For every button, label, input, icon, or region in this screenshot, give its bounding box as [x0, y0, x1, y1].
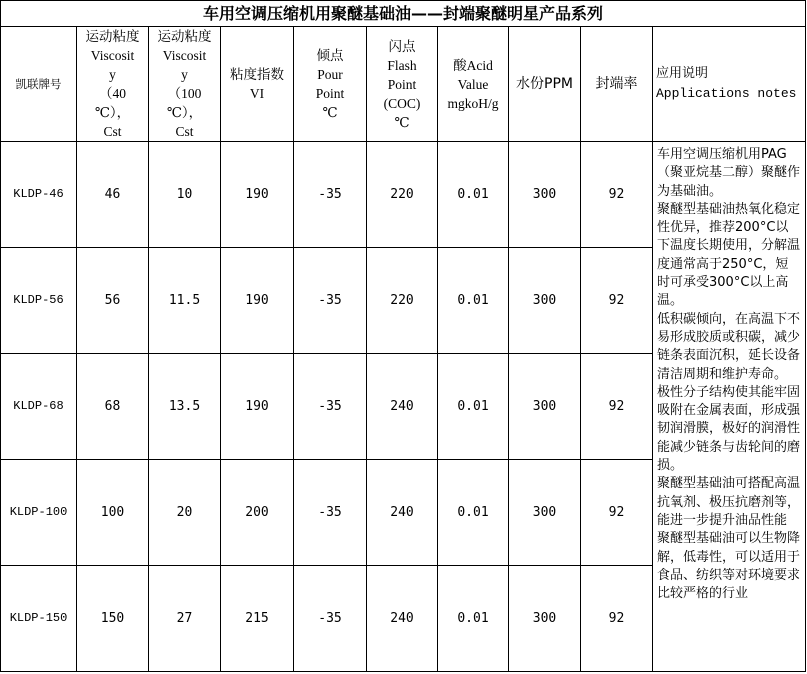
cell-pour: -35	[294, 354, 367, 460]
note-paragraph: 聚醚型基础油可搭配高温抗氧剂、极压抗磨剂等，能进一步提升油品性能	[657, 476, 801, 528]
note-paragraph: 聚醚型基础油热氧化稳定性优异，推荐200°C以下温度长期使用，分解温度通常高于250°C，短时可承受300°C以上高温。	[657, 201, 801, 309]
cell-capping: 92	[581, 248, 653, 354]
cell-kv40: 150	[77, 566, 149, 672]
cell-pour: -35	[294, 566, 367, 672]
cell-vi: 190	[221, 354, 294, 460]
cell-vi: 200	[221, 460, 294, 566]
cell-brand: KLDP-150	[1, 566, 77, 672]
header-kv40	[77, 27, 149, 142]
cell-water: 300	[509, 566, 581, 672]
cell-water: 300	[509, 248, 581, 354]
header-acid-text: 酸Acid Value mgkoH/g	[447, 57, 499, 111]
table-row	[1, 142, 806, 248]
cell-pour: -35	[294, 248, 367, 354]
cell-kv100: 13.5	[149, 354, 221, 460]
cell-flash: 240	[367, 354, 438, 460]
header-acid	[438, 27, 509, 142]
application-notes	[653, 142, 806, 672]
header-vi-text: 粘度指数 VI	[230, 67, 284, 101]
note-paragraph: 聚醚型基础油可以生物降解，低毒性，可以适用于食品、纺织等对环境要求比较严格的行业	[657, 531, 801, 602]
cell-brand: KLDP-56	[1, 248, 77, 354]
header-capping: 封端率	[581, 27, 653, 142]
header-vi	[221, 27, 294, 142]
cell-kv40: 100	[77, 460, 149, 566]
cell-capping: 92	[581, 460, 653, 566]
header-notes-cn: 应用说明	[656, 66, 709, 81]
cell-flash: 240	[367, 566, 438, 672]
header-pour	[294, 27, 367, 142]
cell-acid: 0.01	[438, 248, 509, 354]
cell-acid: 0.01	[438, 566, 509, 672]
cell-kv100: 27	[149, 566, 221, 672]
cell-flash: 220	[367, 142, 438, 248]
header-notes-en: Applications notes	[656, 86, 797, 101]
cell-flash: 220	[367, 248, 438, 354]
table-title: 车用空调压缩机用聚醚基础油——封端聚醚明星产品系列	[1, 1, 806, 27]
header-flash-text: 闪点 Flash Point (COC) ℃	[383, 38, 421, 130]
header-kv40-text: 运动粘度 Viscosit y （40 ℃）， Cst	[85, 29, 140, 139]
header-water: 水份PPM	[509, 27, 581, 142]
cell-vi: 190	[221, 142, 294, 248]
cell-kv100: 20	[149, 460, 221, 566]
cell-brand: KLDP-100	[1, 460, 77, 566]
cell-pour: -35	[294, 142, 367, 248]
cell-water: 300	[509, 354, 581, 460]
header-brand: 凯联牌号	[1, 27, 77, 142]
note-paragraph: 车用空调压缩机用PAG（聚亚烷基二醇）聚醚作为基础油。	[657, 147, 801, 199]
header-notes	[653, 27, 806, 142]
cell-kv100: 10	[149, 142, 221, 248]
header-kv100	[149, 27, 221, 142]
cell-vi: 190	[221, 248, 294, 354]
cell-brand: KLDP-46	[1, 142, 77, 248]
cell-water: 300	[509, 142, 581, 248]
cell-flash: 240	[367, 460, 438, 566]
cell-capping: 92	[581, 142, 653, 248]
cell-capping: 92	[581, 566, 653, 672]
header-pour-text: 倾点 Pour Point ℃	[315, 48, 345, 120]
cell-acid: 0.01	[438, 354, 509, 460]
cell-water: 300	[509, 460, 581, 566]
note-paragraph: 低积碳倾向，在高温下不易形成胶质或积碳，减少链条表面沉积，延长设备清洁周期和维护寿命。	[657, 311, 801, 382]
cell-pour: -35	[294, 460, 367, 566]
cell-kv40: 46	[77, 142, 149, 248]
note-paragraph: 极性分子结构使其能牢固吸附在金属表面，形成强韧润滑膜，极好的润滑性能减少链条与齿轮间的磨损。	[657, 384, 801, 474]
header-flash	[367, 27, 438, 142]
cell-kv40: 68	[77, 354, 149, 460]
cell-capping: 92	[581, 354, 653, 460]
header-kv100-text: 运动粘度 Viscosit y （100 ℃）， Cst	[157, 29, 212, 139]
header-row	[1, 27, 806, 142]
cell-acid: 0.01	[438, 460, 509, 566]
cell-kv40: 56	[77, 248, 149, 354]
cell-acid: 0.01	[438, 142, 509, 248]
cell-kv100: 11.5	[149, 248, 221, 354]
cell-vi: 215	[221, 566, 294, 672]
cell-brand: KLDP-68	[1, 354, 77, 460]
